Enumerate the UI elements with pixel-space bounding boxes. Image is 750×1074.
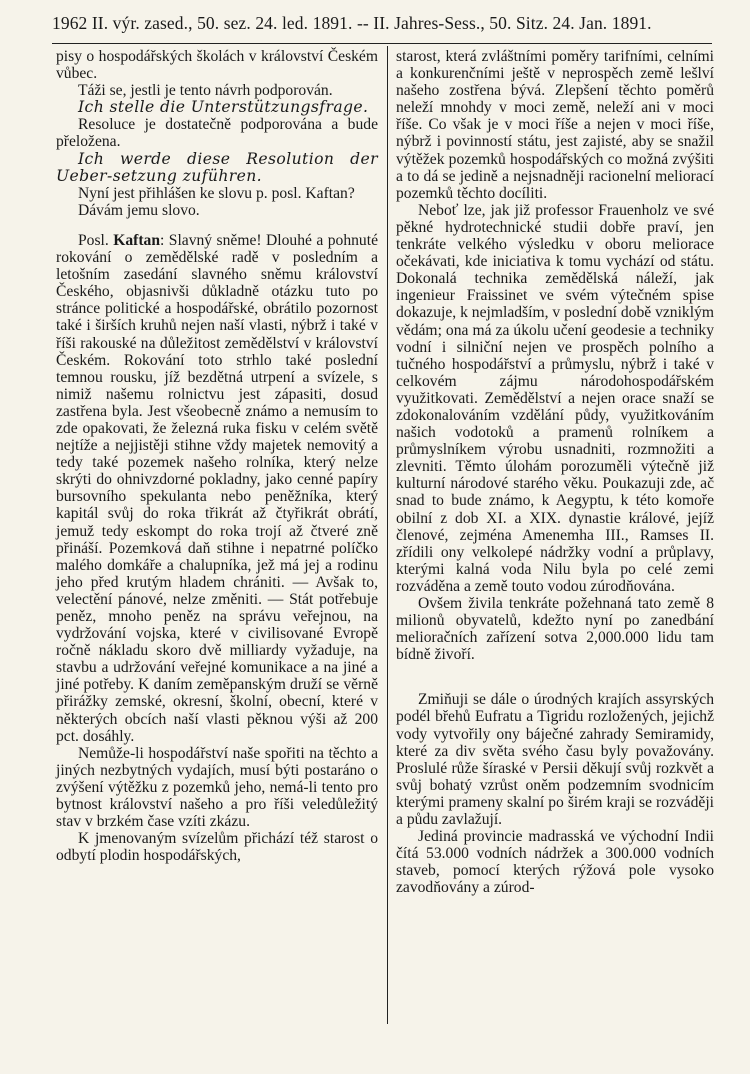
paragraph: Nyní jest přihlášen ke slovu p. posl. Kaftan? xyxy=(78,184,355,202)
page-header: 1962 II. výr. zased., 50. sez. 24. led. 1891. -- II. Jahres-Sess., 50. Sitz. 24. Jan. 1891. xyxy=(52,13,652,33)
paragraph: Zmiňuji se dále o úrodných krajích assyrských podél břehů Eufratu a Tigridu rozložených, jejichž vody vytvořily ony báječné zahrady Semiramidy, které za div světa svého času byly považovány. Proslulé růže šíraské v Persii děkují svůj rozkvět a svůj bohatý vzrůst oněm podzemním svodnicím kterými prameny skalní po širém kraji se rozváději a půdu zavlažují. xyxy=(396,691,714,829)
speaker-prefix: Posl. xyxy=(78,231,114,249)
paragraph: K jmenovaným svízelům přichází též starost o odbytí plodin hospodářských, xyxy=(56,830,378,865)
column-divider xyxy=(387,46,388,1024)
right-column xyxy=(396,48,714,897)
paragraph: pisy o hospodářských školách v království Českém vůbec. xyxy=(56,48,378,83)
speech-text: : Slavný sněme! Dlouhé a pohnuté rokování o zemědělské radě v posledním a letošním zasedání slavného sněmu království Českého, objasnivši důkladně otázku tuto po stránce politické a hospodářské, obrátilo pozornost také i širších kruhů nejen naší vlasti, nýbrž i také v říši rakouské na důležitost zemědělství v království Českém. Rokování toto strhlo také poslední temnou rousku, jíž bezdětná utrpení a svízele, s nimiž našemu rolnictvu jest zápasiti, dosud zastřena byla. Jest všeobecně známo a nemusím to zde opakovati, že železná ruka fisku v celém světě nejtíže a nejjistěji stihne vždy majetek nemovitý a tedy také pozemek našeho rolníka, který nelze skrýti do ohnivzdorné pokladny, jako cenné papíry bursovního spekulanta nebo peněžníka, který kapitál svůj do roka třikrát až čtyřikrát obrátí, jemuž tedy eskompt do roka trojí až čtveré zně přináší. Pozemková daň stihne i nepatrné políčko malého domkáře a chalupníka, jež má jej a rodinu jeho před krutým hladem chrániti. — Avšak to, velectění pánové, nelze změniti. — Stát potřebuje peněz, mnoho peněz na správu veřejnou, na vydržování vojska, které v civilisované Evropě ročně nákladu skoro dvě milliardy vyžaduje, na stavbu a udržování veřejné komunikace a na jiné a jiné potřeby. K daním zeměpanským druží se věrně přirážky zemské, okresní, školní, obecní, které v některých obcích naší vlasti pěknou výši až 200 pct. dosáhly. xyxy=(56,231,378,745)
paragraph: Dávám jemu slovo. xyxy=(78,201,200,219)
paragraph: Nemůže-li hospodářství naše spořiti na těchto a jiných nezbytných vydajích, musí býti postaráno o zvýšení výtěžku z pozemků jeho, nemá-li tento pro bytnost království našeho a pro říši veledůležitý stav v brzkém čase vzíti zkázu. xyxy=(56,744,378,831)
speech-paragraph xyxy=(56,232,378,745)
left-column xyxy=(56,48,378,864)
paragraph-german: Ich stelle die Unterstützungsfrage. xyxy=(78,98,369,117)
paragraph-german: Ich werde diese Resolution der Ueber-setzung zuführen. xyxy=(56,149,378,185)
paragraph: Neboť lze, jak již professor Frauenholz ve své pěkné hydrotechnické studii dobře praví, jen tenkráte velkého výsledku v oboru meliorace očekávati, kde iniciativa k tomu vychází od státu. Dokonalá technika zemědělská náleží, jak ingenieur Fraissinet ve svém výtečném spise dokazuje, k nejmladším, v poslední době vzniklým vědám; ona má za úkolu učení geodesie a techniky vodní i silniční nejen ve prospěch polního a tučného hospodářství a průmyslu, nýbrž i také v celkovém zájmu národohospodářském využitkovati. Zemědělství a nejen orace snaží se zdokonalováním vzdělání půdy, využitkováním našich vodotoků a pramenů rolníkem a průmyslníkem výrobu usnadniti, rozmnožiti a zlevniti. Těmto úlohám porozuměli výtečně již kulturní národové starého věku. Poukazuji zde, ač snad to bude známo, k Aegyptu, k této komoře obilní z dob XI. a XIX. dynastie králové, jejíž členové, zejména Amenemha III., Ramses II. zřídili ony velkolepé nádržky vodní a průplavy, kterými kalná voda Nilu byla po celé zemi rozváděna a země touto vodou zúrodňována. xyxy=(396,201,714,595)
paragraph: Resoluce je dostatečně podporována a bude přeložena. xyxy=(56,116,378,151)
header-rule xyxy=(52,43,712,44)
speaker-name: Kaftan xyxy=(113,231,160,249)
paragraph: starost, která zvláštními poměry tarifními, celními a konkurenčními ještě v neprospěch země lešlví našeho zostřena bývá. Zlepšení těchto poměrů neleží mnohdy v moci země, neleží ani v moci říše. Co však je v moci říše a nejen v moci říše, nýbrž i povinností státu, jest zajisté, aby se snažil výtěžek pozemků hospodářských co možná zvýšiti a to dá se jedině a nejsnadněji racionelní meliorací pozemků těchto docíliti. xyxy=(396,48,714,202)
paragraph: Jediná provincie madrasská ve východní Indii čítá 53.000 vodních nádržek a 300.000 vodních staveb, pomocí kterých rýžová pole vysoko zavodňovány a zúrod- xyxy=(396,828,714,897)
paragraph: Táži se, jestli je tento návrh podporován. xyxy=(78,82,333,100)
paragraph: Ovšem živila tenkráte požehnaná tato země 8 milionů obyvatelů, kdežto nyní po zanedbání melioračních zařízení sotva 2,000.000 lidu tam bídně živoří. xyxy=(396,595,714,664)
